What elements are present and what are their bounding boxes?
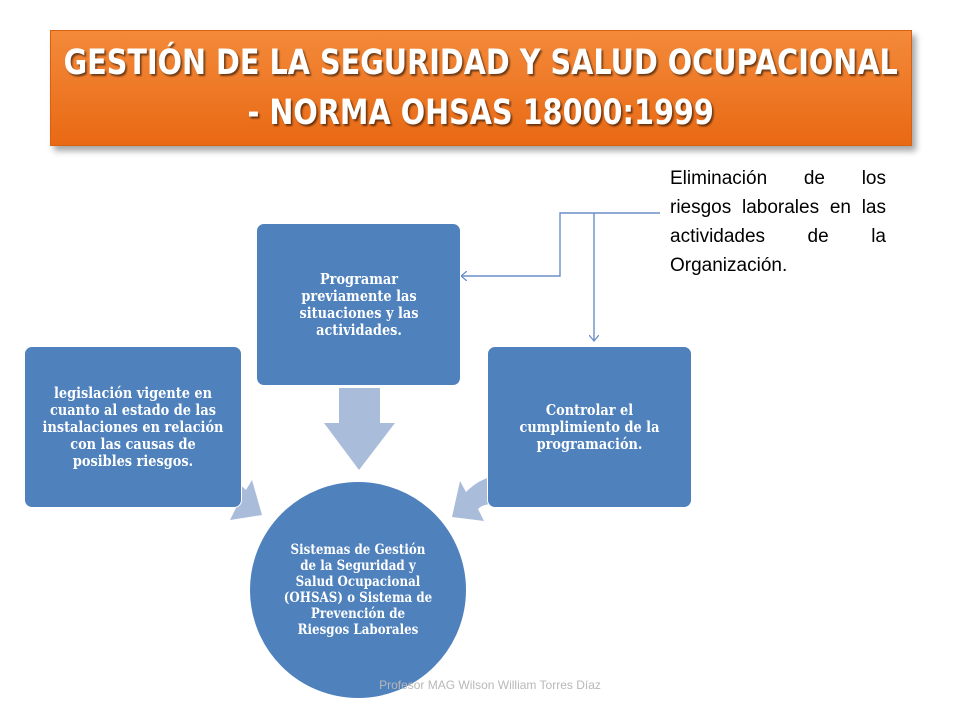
legislation-text: legislación vigente en cuanto al estado de las instalaciones en relación con las causas de posibles riesgos. [42,383,224,470]
slide-title-line-2: - NORMA OHSAS 18000:1999 [247,93,715,133]
program-text: Programar previamente las situaciones y las actividades. [298,269,419,339]
control-box [487,346,692,508]
side-note: Eliminación de los riesgos laborales en las actividades de la Organización. [670,168,886,276]
connector-to-top-box [462,213,660,276]
down-arrow [324,388,395,470]
footer-credit: Profesor MAG Wilson William Torres Díaz [379,678,601,692]
center-text: Sistemas de Gestión de la Seguridad y Salud Ocupacional (OHSAS) o Sistema de Prevención de Riesgos Laborales [283,542,433,638]
program-box [256,223,461,386]
center-circle [248,480,468,700]
control-text: Controlar el cumplimiento de la programación. [519,400,660,453]
slide-title-line-1: GESTIÓN DE LA SEGURIDAD Y SALUD OCUPACIONAL [63,43,899,83]
legislation-box [24,346,242,508]
